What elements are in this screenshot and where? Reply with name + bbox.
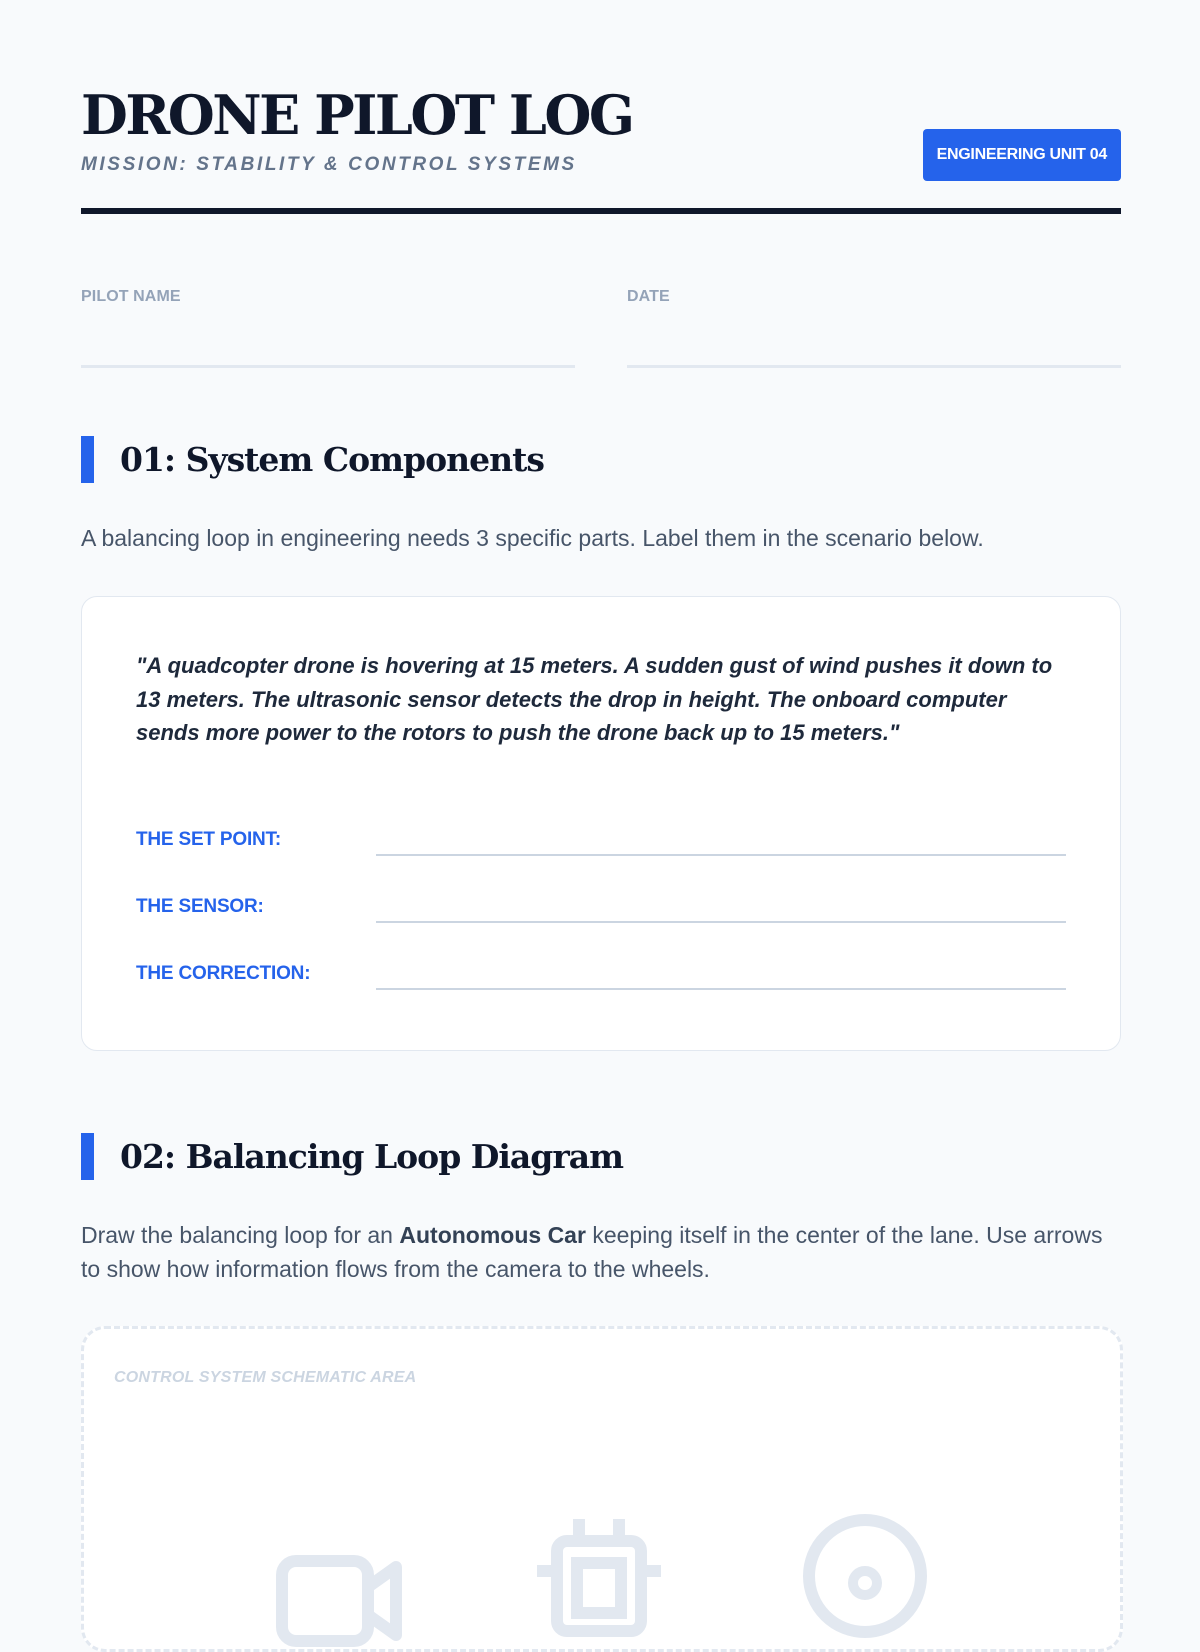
section-2-description-emphasis: Autonomous Car bbox=[399, 1222, 586, 1248]
section-2-accent-bar bbox=[81, 1133, 94, 1180]
unit-badge: ENGINEERING UNIT 04 bbox=[923, 129, 1121, 181]
date-line[interactable] bbox=[627, 365, 1121, 368]
correction-answer-line[interactable] bbox=[376, 988, 1066, 990]
pilot-info-fields bbox=[81, 288, 1121, 368]
sensor-answer-line[interactable] bbox=[376, 921, 1066, 923]
date-label: DATE bbox=[627, 288, 670, 305]
steering-wheel-icon bbox=[800, 1511, 930, 1641]
set-point-label: THE SET POINT: bbox=[136, 829, 281, 850]
camera-icon bbox=[274, 1529, 404, 1649]
section-1-title: 01: System Components bbox=[120, 440, 544, 479]
section-2-description-end: keeping itself in the center of the lane. Use arrows to show how information flows from the camera to the wheels. bbox=[81, 1222, 1103, 1282]
set-point-answer-row bbox=[136, 819, 1066, 859]
sensor-answer-row bbox=[136, 886, 1066, 926]
sensor-label: THE SENSOR: bbox=[136, 896, 264, 917]
header-divider bbox=[81, 208, 1121, 214]
set-point-answer-line[interactable] bbox=[376, 854, 1066, 856]
scenario-quote: "A quadcopter drone is hovering at 15 meters. A sudden gust of wind pushes it down to 13 meters. The ultrasonic sensor detects the drop in height. The onboard computer sends more power to the rotors to push the drone back up to 15 meters." bbox=[136, 653, 1053, 745]
correction-label: THE CORRECTION: bbox=[136, 963, 311, 984]
schematic-drawing-area[interactable] bbox=[81, 1326, 1123, 1652]
section-2-description-start: Draw the balancing loop for an bbox=[81, 1222, 400, 1248]
section-1-description: A balancing loop in engineering needs 3 specific parts. Label them in the scenario below. bbox=[81, 525, 984, 551]
date-field[interactable] bbox=[627, 288, 1121, 368]
pilot-name-label: PILOT NAME bbox=[81, 288, 181, 305]
pilot-name-field[interactable] bbox=[81, 288, 575, 368]
section-2-description bbox=[81, 1218, 1121, 1286]
schematic-label: CONTROL SYSTEM SCHEMATIC AREA bbox=[114, 1369, 417, 1386]
cpu-chip-icon bbox=[537, 1515, 661, 1649]
scenario-card bbox=[81, 596, 1121, 1051]
section-2-heading bbox=[81, 1133, 1121, 1181]
correction-answer-row bbox=[136, 953, 1066, 993]
section-2-title: 02: Balancing Loop Diagram bbox=[120, 1137, 624, 1176]
page-header bbox=[81, 84, 1121, 214]
section-1-accent-bar bbox=[81, 436, 94, 483]
section-1-heading bbox=[81, 436, 1121, 484]
mission-subtitle: MISSION: STABILITY & CONTROL SYSTEMS bbox=[81, 154, 577, 175]
page-title: DRONE PILOT LOG bbox=[81, 83, 633, 147]
pilot-name-line[interactable] bbox=[81, 365, 575, 368]
